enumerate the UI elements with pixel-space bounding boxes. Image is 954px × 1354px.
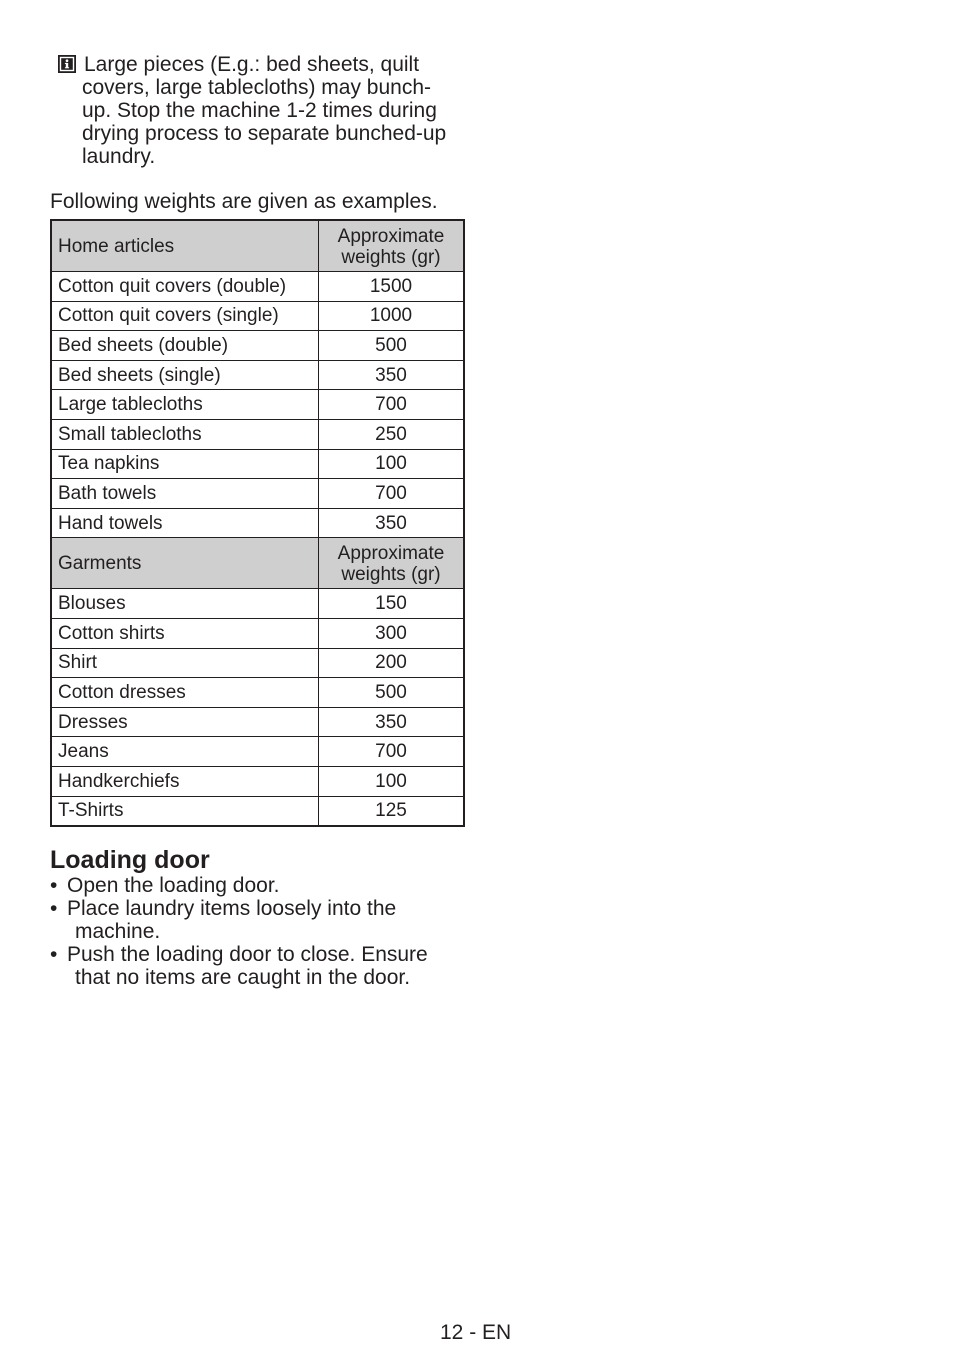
loading-door-steps <box>50 874 460 989</box>
bullet: • <box>50 874 58 897</box>
item-name: Handkerchiefs <box>51 766 319 796</box>
page-number: 12 - EN <box>440 1321 512 1344</box>
item-name: Cotton shirts <box>51 618 319 648</box>
table-row <box>51 508 464 538</box>
item-name: Small tablecloths <box>51 419 319 449</box>
table-header-weight <box>319 220 465 272</box>
item-name: Large tablecloths <box>51 390 319 420</box>
item-weight: 500 <box>319 678 465 708</box>
table-row <box>51 479 464 509</box>
table-row <box>51 678 464 708</box>
table-header-row <box>51 220 464 272</box>
info-icon <box>58 55 76 73</box>
item-weight: 500 <box>319 331 465 361</box>
item-weight: 700 <box>319 479 465 509</box>
item-weight: 1000 <box>319 301 465 331</box>
table-row <box>51 618 464 648</box>
step-text: Place laundry items loosely into the machine. <box>67 897 397 943</box>
table-row <box>51 766 464 796</box>
intro-text: Following weights are given as examples. <box>50 190 438 213</box>
weights-table <box>50 219 465 827</box>
item-name: Tea napkins <box>51 449 319 479</box>
item-name: Blouses <box>51 589 319 619</box>
table-row <box>51 449 464 479</box>
item-weight: 200 <box>319 648 465 678</box>
item-weight: 350 <box>319 707 465 737</box>
info-note-text: Large pieces (E.g.: bed sheets, quilt covers, large tablecloths) may bunch-up. Stop the machine 1-2 times during drying process to separate bunched-up laundry. <box>82 53 447 168</box>
item-name: Jeans <box>51 737 319 767</box>
item-weight: 700 <box>319 390 465 420</box>
item-weight: 250 <box>319 419 465 449</box>
table-row <box>51 272 464 302</box>
bullet: • <box>50 897 58 920</box>
table-row <box>51 589 464 619</box>
item-weight: 125 <box>319 796 465 826</box>
item-weight: 1500 <box>319 272 465 302</box>
item-weight: 300 <box>319 618 465 648</box>
list-item <box>50 897 460 943</box>
loading-door-heading: Loading door <box>50 846 210 874</box>
table-row <box>51 390 464 420</box>
table-row <box>51 331 464 361</box>
item-weight: 700 <box>319 737 465 767</box>
item-name: Cotton quit covers (double) <box>51 272 319 302</box>
list-item <box>50 943 460 989</box>
table-row <box>51 648 464 678</box>
info-note <box>58 53 458 168</box>
item-name: Dresses <box>51 707 319 737</box>
item-name: Cotton quit covers (single) <box>51 301 319 331</box>
bullet: • <box>50 943 58 966</box>
table-header-home-articles: Home articles <box>51 220 319 272</box>
item-name: Cotton dresses <box>51 678 319 708</box>
item-name: Shirt <box>51 648 319 678</box>
table-row <box>51 737 464 767</box>
item-weight: 350 <box>319 508 465 538</box>
list-item <box>50 874 460 897</box>
table-row <box>51 707 464 737</box>
table-header-garments: Garments <box>51 538 319 589</box>
item-name: Bath towels <box>51 479 319 509</box>
header-weight-line1: Approximate <box>337 226 445 247</box>
step-text: Open the loading door. <box>67 874 280 897</box>
header-weight-line1: Approximate <box>337 543 445 565</box>
table-header-row <box>51 538 464 589</box>
table-row <box>51 360 464 390</box>
table-row <box>51 419 464 449</box>
item-name: Hand towels <box>51 508 319 538</box>
table-row <box>51 301 464 331</box>
item-name: T-Shirts <box>51 796 319 826</box>
header-weight-line2: weights (gr) <box>341 564 441 586</box>
item-name: Bed sheets (double) <box>51 331 319 361</box>
item-name: Bed sheets (single) <box>51 360 319 390</box>
header-weight-line2: weights (gr) <box>341 247 441 268</box>
item-weight: 350 <box>319 360 465 390</box>
item-weight: 150 <box>319 589 465 619</box>
table-header-weight <box>319 538 465 589</box>
item-weight: 100 <box>319 449 465 479</box>
item-weight: 100 <box>319 766 465 796</box>
step-text: Push the loading door to close. Ensure that no items are caught in the door. <box>67 943 428 989</box>
table-row <box>51 796 464 826</box>
